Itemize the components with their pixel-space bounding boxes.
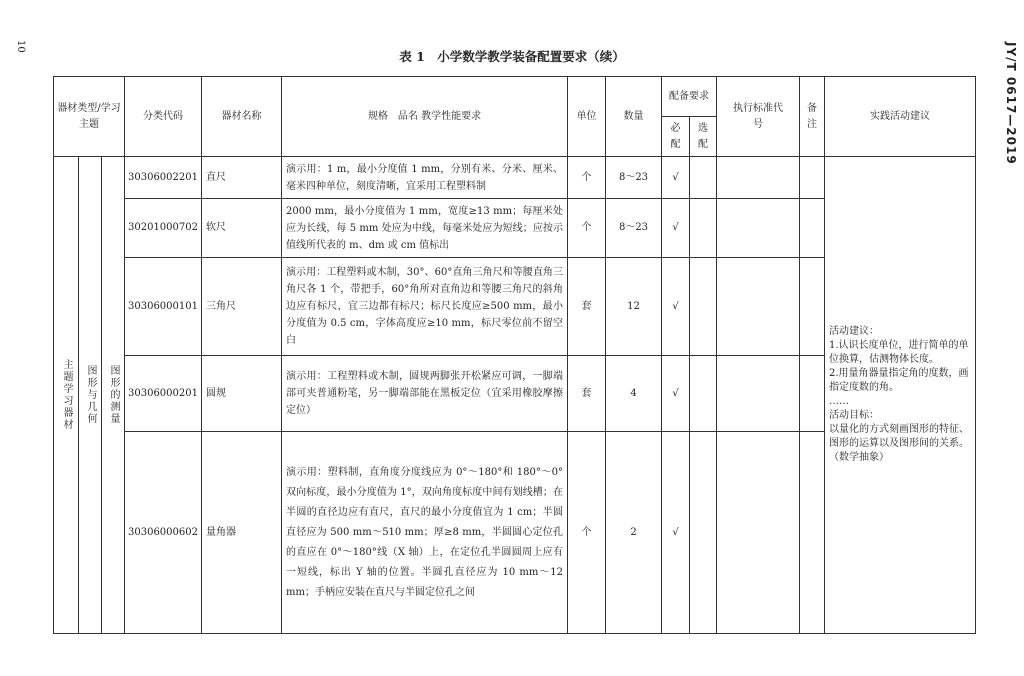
row-exec-std [717,199,800,258]
table-row [54,157,976,199]
row-name: 三角尺 [202,258,282,356]
row-name: 直尺 [202,157,282,199]
row-spec: 演示用：工程塑料或木制，30°、60°直角三角尺和等腰直角三角尺各 1 个，带把手，60°角所对直角边和等腰三角尺的斜角边应有标尺，宜三边都有标尺；标尺长度应≥500 mm，最小分度值为 0.5 cm，字体高度应≥10 mm，标尺零位前不留空白 [282,258,568,356]
row-unit: 套 [568,258,606,356]
row-name: 量角器 [202,432,282,634]
equipment-table [53,76,976,634]
row-code: 30201000702 [125,199,202,258]
row-qty: 12 [606,258,662,356]
row-code: 30306000602 [125,432,202,634]
row-spec: 演示用：1 m，最小分度值 1 mm，分别有米、分米、厘米、毫米四种单位，刻度清晰，宜采用工程塑料制 [282,157,568,199]
row-qty: 8～23 [606,157,662,199]
activity-line: 活动建议： [829,326,879,337]
row-optional [690,199,717,258]
standard-code: JY/T 0617—2019 [1004,42,1018,165]
header-suggest: 实践活动建议 [825,77,976,157]
header-optional: 选配 [690,117,717,157]
group-level2: 图形与几何 [79,157,102,634]
row-code: 30306000201 [125,356,202,432]
row-optional [690,157,717,199]
row-note [800,157,825,199]
row-required: √ [662,432,690,634]
row-exec-std [717,258,800,356]
row-code: 30306002201 [125,157,202,199]
row-unit: 个 [568,157,606,199]
row-spec: 演示用：塑料制，直角度分度线应为 0°～180°和 180°～0°双向标度，最小分度值为 1°，双向角度标度中间有划线槽；在半圆的直径边应有直尺，直尺的最小分度值宜为 1 cm；半圆直径应为 500 mm～510 mm；厚≥8 mm，半圆圆心定位孔的直应在 0°～180°线（X 轴）上，在定位孔半圆圆周上应有一短线，标出 Y 轴的位置。半圆孔直径应为 10 mm～12 mm；手柄应安装在直尺与半圆定位孔之间 [282,432,568,634]
row-unit: 个 [568,432,606,634]
row-exec-std [717,157,800,199]
header-note: 备注 [800,77,825,157]
row-required: √ [662,157,690,199]
row-name: 圆规 [202,356,282,432]
header-spec: 规格 品名 教学性能要求 [282,77,568,157]
activity-line: 1.认识长度单位，进行简单的单位换算，估测物体长度。 [829,340,969,365]
activity-line: …… [829,396,849,407]
row-note [800,356,825,432]
header-config: 配备要求 [662,77,717,117]
row-exec-std [717,432,800,634]
row-qty: 8～23 [606,199,662,258]
row-required: √ [662,258,690,356]
activity-line: 以量化的方式刻画图形的特征、图形的运算以及图形间的关系。（数学抽象） [829,424,969,463]
row-name: 软尺 [202,199,282,258]
group-level1: 主题学习器材 [54,157,79,634]
activity-line: 活动目标： [829,410,879,421]
row-unit: 套 [568,356,606,432]
header-exec-std: 执行标准代号 [717,77,800,157]
row-optional [690,432,717,634]
header-qty: 数量 [606,77,662,157]
row-note [800,258,825,356]
row-unit: 个 [568,199,606,258]
header-required: 必配 [662,117,690,157]
table-title: 表 1 小学数学教学装备配置要求（续） [399,49,625,64]
row-spec: 演示用：工程塑料或木制，圆规两脚张开松紧应可调，一脚端部可夹普通粉笔，另一脚端部能在黑板定位（宜采用橡胶摩擦定位） [282,356,568,432]
row-spec: 2000 mm，最小分度值为 1 mm，宽度≥13 mm；每厘米处应为长线，每 5 mm 处应为中线，每毫米处应为短线；应按示值线所代表的 m、dm 或 cm 值标出 [282,199,568,258]
row-qty: 2 [606,432,662,634]
group-level3: 图形的测量 [102,157,125,634]
activity-line: 2.用量角器量指定角的度数，画指定度数的角。 [829,368,969,393]
row-required: √ [662,199,690,258]
row-note [800,199,825,258]
row-note [800,432,825,634]
row-required: √ [662,356,690,432]
header-unit: 单位 [568,77,606,157]
activity-suggestion [825,157,976,634]
row-exec-std [717,356,800,432]
row-qty: 4 [606,356,662,432]
header-code: 分类代码 [125,77,202,157]
row-code: 30306000101 [125,258,202,356]
header-name: 器材名称 [202,77,282,157]
page-number: 10 [15,40,26,53]
row-optional [690,356,717,432]
row-optional [690,258,717,356]
header-category: 器材类型/学习主题 [54,77,125,157]
